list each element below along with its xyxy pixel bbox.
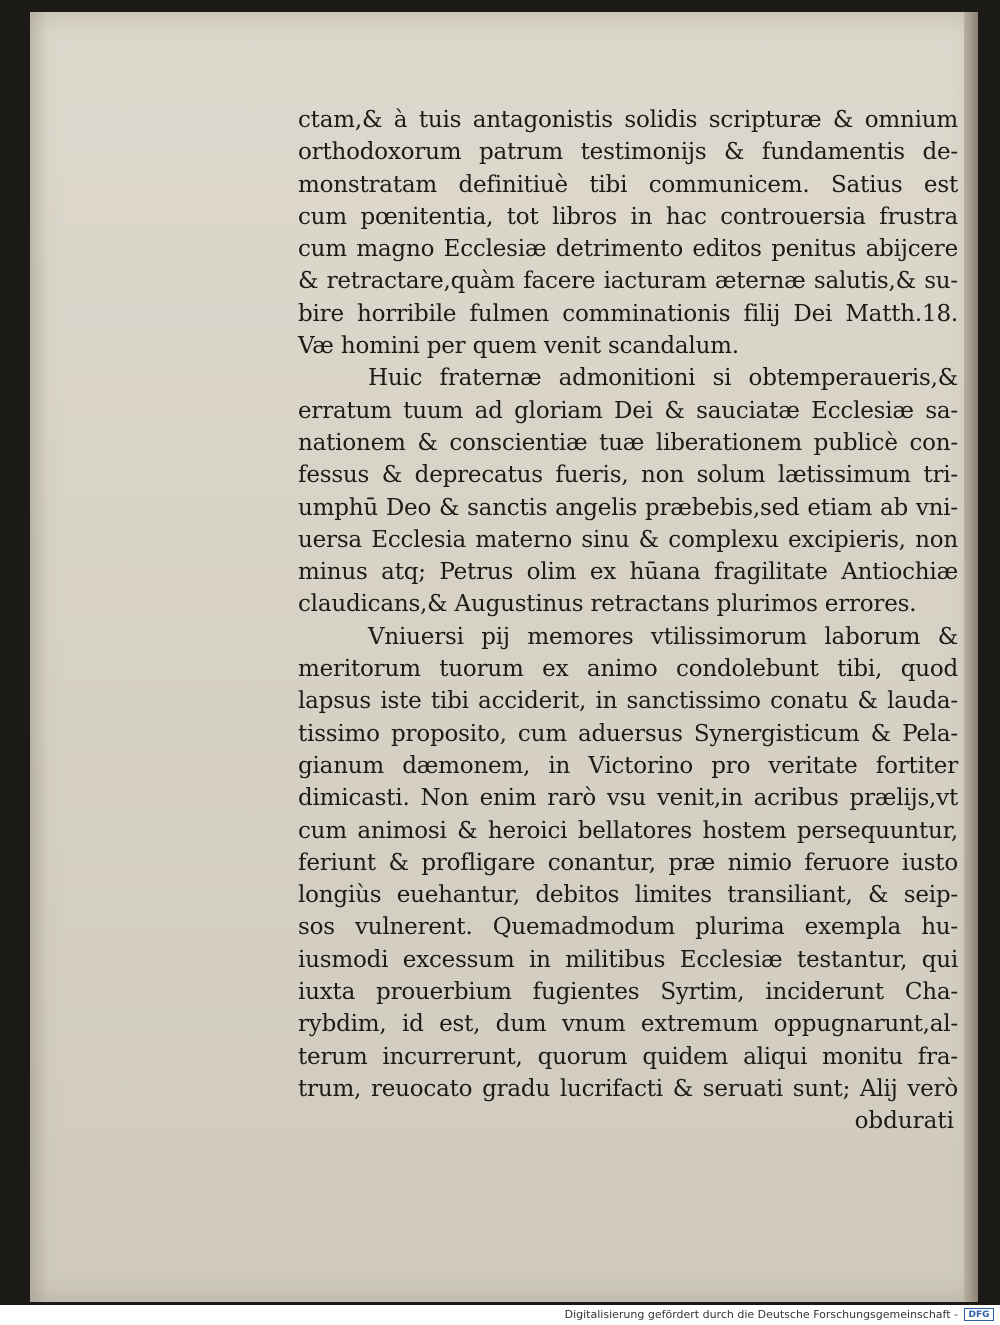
text-line: sos vulnerent. Quemadmodum plurima exempla hu- [298,914,958,941]
paragraph-start-line: Huic fraternæ admonitioni si obtemperaueris,& [368,365,958,392]
text-line: uersa Ecclesia materno sinu & complexu excipieris, non [298,526,958,553]
text-line: feriunt & profligare conantur, præ nimio feruore iusto [298,849,958,876]
dfg-logo: DFG [964,1308,994,1321]
text-line: erratum tuum ad gloriam Dei & sauciatæ Ecclesiæ sa- [298,397,958,424]
text-line: cum animosi & heroici bellatores hostem persequuntur, [298,817,958,844]
text-line: rybdim, id est, dum vnum extremum oppugnarunt,al- [298,1011,958,1038]
text-line: bire horribile fulmen comminationis filij Dei Matth.18. [298,300,958,327]
text-line: lapsus iste tibi acciderit, in sanctissimo conatu & lauda- [298,688,958,715]
text-line: trum, reuocato gradu lucrifacti & seruati sunt; Alij verò [298,1075,958,1102]
text-line: monstratam definitiuè tibi communicem. Satius est [298,171,958,198]
text-line: tissimo proposito, cum aduersus Synergisticum & Pela- [298,720,958,747]
text-line: cum magno Ecclesiæ detrimento editos penitus abijcere [298,236,958,263]
text-line: minus atq; Petrus olim ex hūana fragilitate Antiochiæ [298,559,958,586]
text-line: dimicasti. Non enim rarò vsu venit,in acribus prælijs,vt [298,785,958,812]
text-line: iuxta prouerbium fugientes Syrtim, inciderunt Cha- [298,979,958,1006]
text-line: fessus & deprecatus fueris, non solum lætissimum tri- [298,462,958,489]
text-line: umphū Deo & sanctis angelis præbebis,sed etiam ab vni- [298,494,958,521]
text-line: ctam,& à tuis antagonistis solidis scripturæ & omnium [298,107,958,133]
text-line: orthodoxorum patrum testimonijs & fundamentis de- [298,139,958,166]
text-line: meritorum tuorum ex animo condolebunt tibi, quod [298,656,958,683]
text-line: longiùs euehantur, debitos limites transiliant, & seip- [298,882,958,909]
catchword: obdurati [854,1108,954,1135]
text-line: terum incurrerunt, quorum quidem aliqui monitu fra- [298,1043,958,1070]
footer-bar [0,1305,1000,1325]
text-line: & retractare,quàm facere iacturam æternæ salutis,& su- [298,268,958,295]
text-line: cum pœnitentia, tot libros in hac controuersia frustra [298,203,958,230]
text-line: nationem & conscientiæ tuæ liberationem publicè con- [298,429,958,456]
text-line: iusmodi excessum in militibus Ecclesiæ testantur, qui [298,946,958,973]
page-edge [964,12,978,1302]
paragraph-start-line: Vniuersi pij memores vtilissimorum laborum & [368,623,958,650]
text-line: Væ homini per quem venit scandalum. [298,333,739,360]
funding-credit: Digitalisierung gefördert durch die Deutsche Forschungsgemeinschaft - [564,1308,958,1321]
text-block [298,104,958,1137]
text-line: claudicans,& Augustinus retractans plurimos errores. [298,591,917,618]
book-page [30,12,978,1302]
text-line: gianum dæmonem, in Victorino pro veritate fortiter [298,752,958,779]
